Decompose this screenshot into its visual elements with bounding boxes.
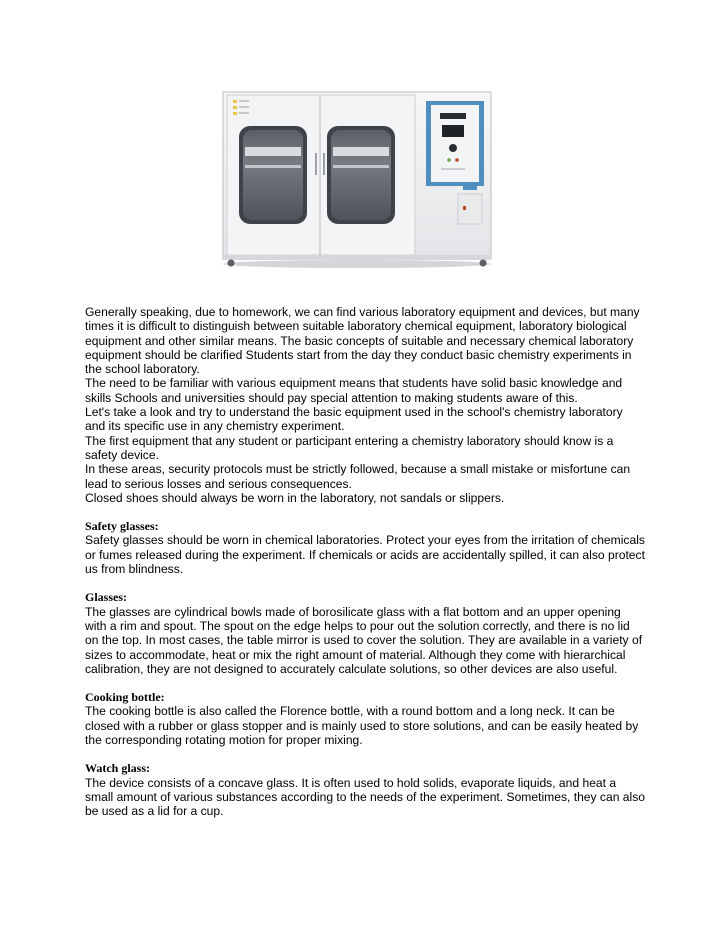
intro-paragraph: In these areas, security protocols must be strictly followed, because a small mistake or misfortune can lead to serious losses and serious consequences.	[85, 462, 631, 491]
section-body: The glasses are cylindrical bowls made of borosilicate glass with a flat bottom and an upper opening with a rim and spout. The spout on the edge helps to pour out the solution correctly, and there is no lid on the top. In most cases, the table mirror is used to cover the solution. They are available in a variety of sizes to accommodate, heat or mix the right amount of material. Although they come with hierarchical calibration, they are not designed to accurately calculate solutions, so other devices are also useful.	[85, 604, 643, 676]
lab-cabinet-image	[221, 88, 493, 270]
intro-paragraph: Generally speaking, due to homework, we can find various laboratory equipment and devices, but many times it is difficult to distinguish between suitable laboratory chemical equipment, laboratory biological equipment and other similar means. The basic concepts of suitable and necessary chemical laboratory equipment should be clarified Students start from the day they conduct basic chemistry experiments in the school laboratory.	[85, 305, 640, 377]
section-heading: Watch glass:	[85, 761, 151, 776]
article-text	[85, 305, 645, 819]
intro-paragraph: The need to be familiar with various equipment means that students have solid basic knowledge and skills Schools and universities should pay special attention to making students aware of this.	[85, 376, 623, 405]
section-body: The cooking bottle is also called the Florence bottle, with a round bottom and a long neck. It can be closed with a rubber or glass stopper and is mainly used to store solutions, and can be easily heated by the corresponding rotating motion for proper mixing.	[85, 704, 639, 748]
section-body: Safety glasses should be worn in chemical laboratories. Protect your eyes from the irritation of chemicals or fumes released during the experiment. If chemicals or acids are accidentally spilled, it can also protect us from blindness.	[85, 533, 645, 577]
section-heading: Cooking bottle:	[85, 690, 165, 705]
intro-paragraph: Closed shoes should always be worn in the laboratory, not sandals or slippers.	[85, 490, 505, 505]
intro-paragraph: Let's take a look and try to understand the basic equipment used in the school's chemistry laboratory and its specific use in any chemistry experiment.	[85, 405, 623, 434]
intro-paragraph: The first equipment that any student or participant entering a chemistry laboratory should know is a safety device.	[85, 433, 614, 462]
section-heading: Glasses:	[85, 590, 127, 605]
section-heading: Safety glasses:	[85, 519, 159, 534]
section-body: The device consists of a concave glass. It is often used to hold solids, evaporate liquids, and heat a small amount of various substances according to the needs of the experiment. Sometimes, they can also be used as a lid for a cup.	[85, 775, 645, 819]
